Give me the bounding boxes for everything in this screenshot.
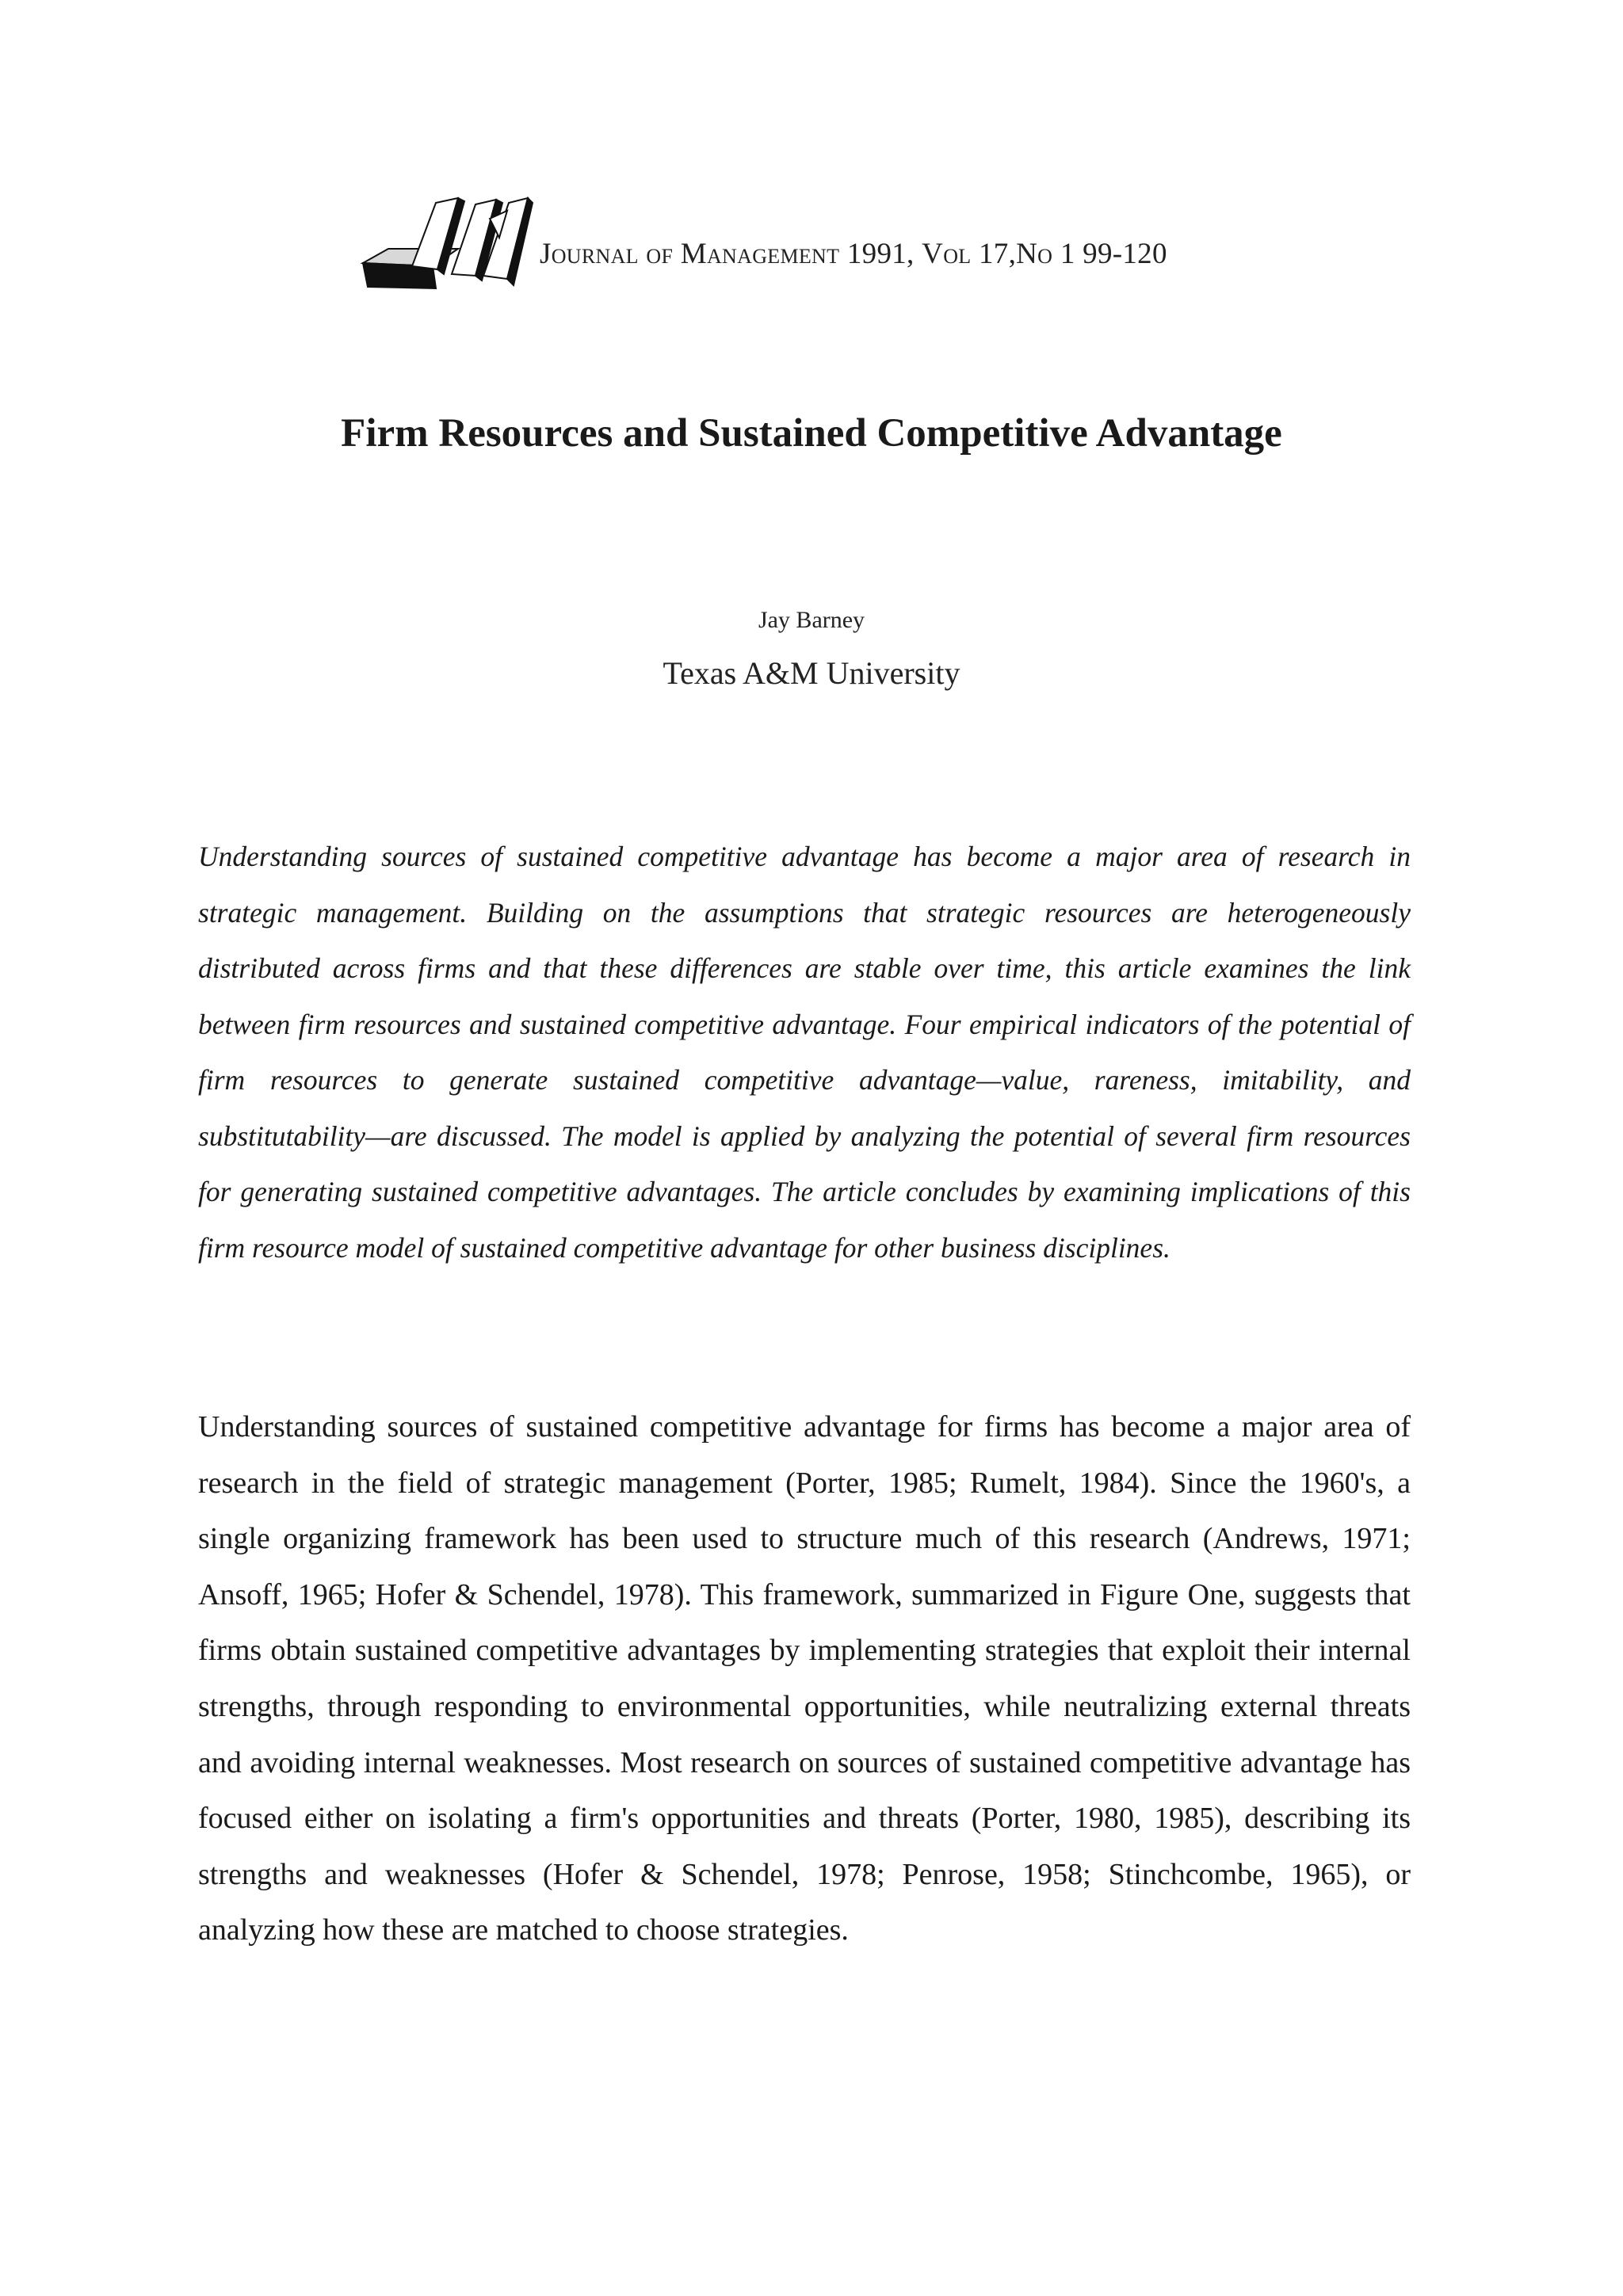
journal-vol-label: Vol <box>922 238 972 270</box>
paper-title: Firm Resources and Sustained Competitive Advantage <box>341 411 1282 456</box>
journal-header <box>357 187 1167 298</box>
journal-vol-number: 17, <box>971 238 1017 270</box>
journal-no-label: No <box>1016 238 1053 270</box>
journal-year: 1991, <box>839 238 922 270</box>
journal-logo-icon <box>357 187 535 298</box>
journal-citation <box>540 237 1167 271</box>
abstract-text: Understanding sources of sustained competitive advantage has become a major area of research in strategic management. Building on the assumptions that strategic resources are heterogeneously distributed across firms and that these differences are stable over time, this article examines the link between firm resources and sustained competitive advantage. Four empirical indicators of the potential of firm resources to generate sustained competitive advantage—value, rareness, imitability, and substitutability—are discussed. The model is applied by analyzing the potential of several firm resources for generating sustained competitive advantages. The article concludes by examining implications of this firm resource model of sustained competitive advantage for other business disciplines. <box>198 841 1411 1264</box>
author-affiliation: Texas A&M University <box>663 655 960 691</box>
journal-name: Journal of Management <box>540 238 840 270</box>
journal-pages: 1 99-120 <box>1052 238 1167 270</box>
body-paragraph: Understanding sources of sustained competitive advantage for firms has become a major area of research in the field of strategic management (Porter, 1985; Rumelt, 1984). Since the 1960's, a single organizing framework has been used to structure much of this research (Andrews, 1971; Ansoff, 1965; Hofer & Schendel, 1978). This framework, summarized in Figure One, suggests that firms obtain sustained competitive advantages by implementing strategies that exploit their internal strengths, through responding to environmental opportunities, while neutralizing external threats and avoiding internal weaknesses. Most research on sources of sustained competitive advantage has focused either on isolating a firm's opportunities and threats (Porter, 1980, 1985), describing its strengths and weaknesses (Hofer & Schendel, 1978; Penrose, 1958; Stinchcombe, 1965), or analyzing how these are matched to choose strategies. <box>198 1410 1411 1947</box>
author-name: Jay Barney <box>758 607 865 633</box>
